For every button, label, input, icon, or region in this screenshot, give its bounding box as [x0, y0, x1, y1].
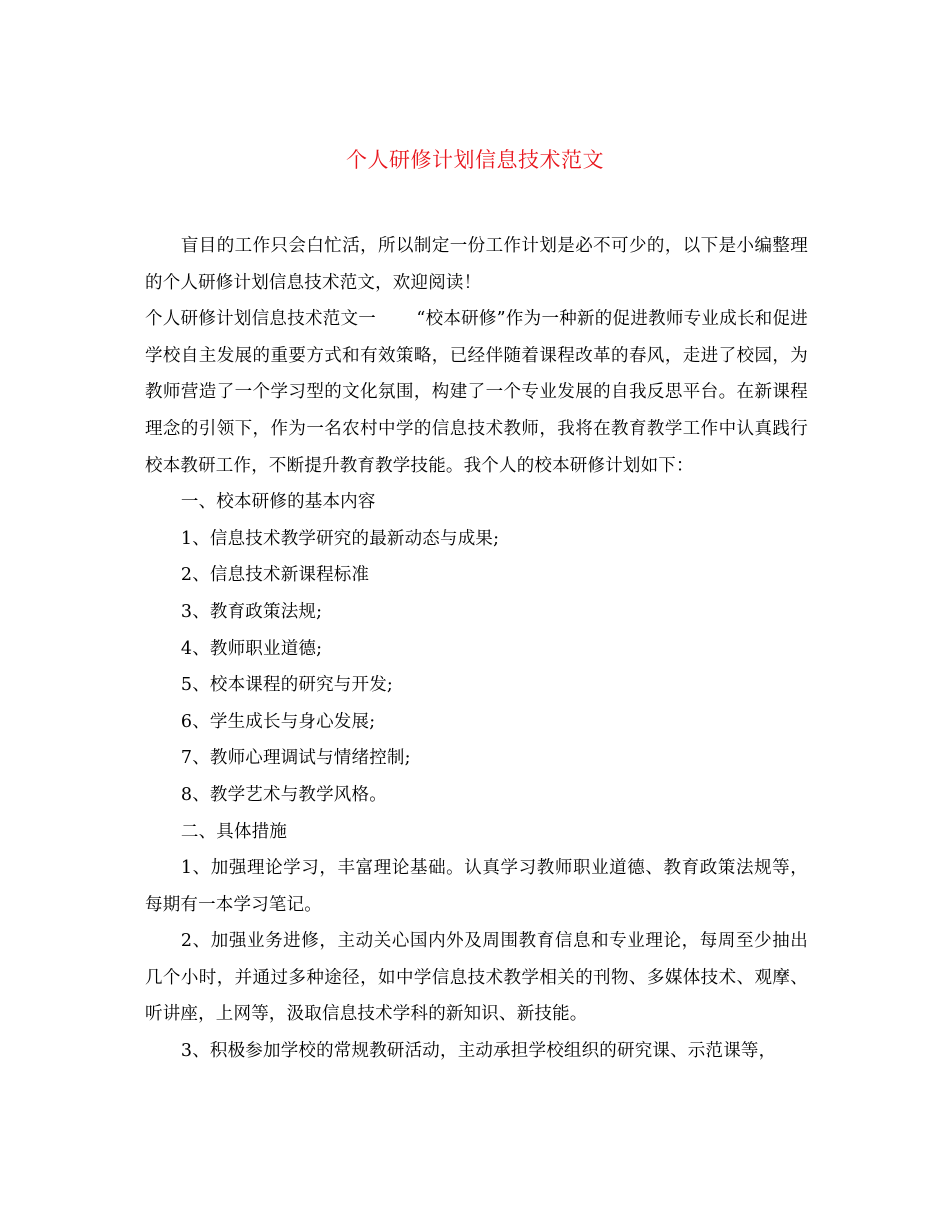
content-item: 3、教育政策法规;	[180, 601, 323, 622]
section1-body: “校本研修”作为一种新的促进教师专业成长和促进学校自主发展的重要方式和有效策略，已经伴随着课程改革的春风，走进了校园，为教师营造了一个学习型的文化氛围，构建了一个专业发展的自我反思平台。在新课程理念的引领下，作为一名农村中学的信息技术教师，我将在教育教学工作中认真践行校本教研工作，不断提升教育教学技能。我个人的校本研修计划如下：	[145, 309, 808, 476]
document-title: 个人研修计划信息技术范文	[346, 148, 604, 172]
content-item: 1、信息技术教学研究的最新动态与成果;	[180, 528, 500, 549]
measure-paragraph: 1、加强理论学习，丰富理论基础。认真学习教师职业道德、教育政策法规等，每期有一本学习笔记。	[145, 858, 808, 915]
part1-heading: 一、校本研修的基本内容	[180, 492, 376, 513]
section1-paragraph	[145, 301, 808, 484]
document-body	[145, 228, 808, 1070]
content-item: 6、学生成长与身心发展;	[180, 711, 376, 732]
part2-heading: 二、具体措施	[180, 821, 288, 842]
content-item: 4、教师职业道德;	[180, 638, 323, 659]
content-item: 5、校本课程的研究与开发;	[180, 675, 394, 696]
intro-paragraph: 盲目的工作只会白忙活，所以制定一份工作计划是必不可少的，以下是小编整理的个人研修计划信息技术范文，欢迎阅读！	[145, 236, 808, 293]
section1-heading: 个人研修计划信息技术范文一	[145, 309, 377, 330]
content-item: 8、教学艺术与教学风格。	[180, 784, 387, 805]
content-item: 7、教师心理调试与情绪控制;	[180, 748, 411, 769]
content-item: 2、信息技术新课程标准	[180, 565, 370, 586]
measure-paragraph: 2、加强业务进修，主动关心国内外及周围教育信息和专业理论，每周至少抽出几个小时，并通过多种途径，如中学信息技术教学相关的刊物、多媒体技术、观摩、听讲座，上网等，汲取信息技术学科的新知识、新技能。	[145, 931, 808, 1025]
measure-paragraph: 3、积极参加学校的常规教研活动，主动承担学校组织的研究课、示范课等，	[180, 1041, 777, 1062]
